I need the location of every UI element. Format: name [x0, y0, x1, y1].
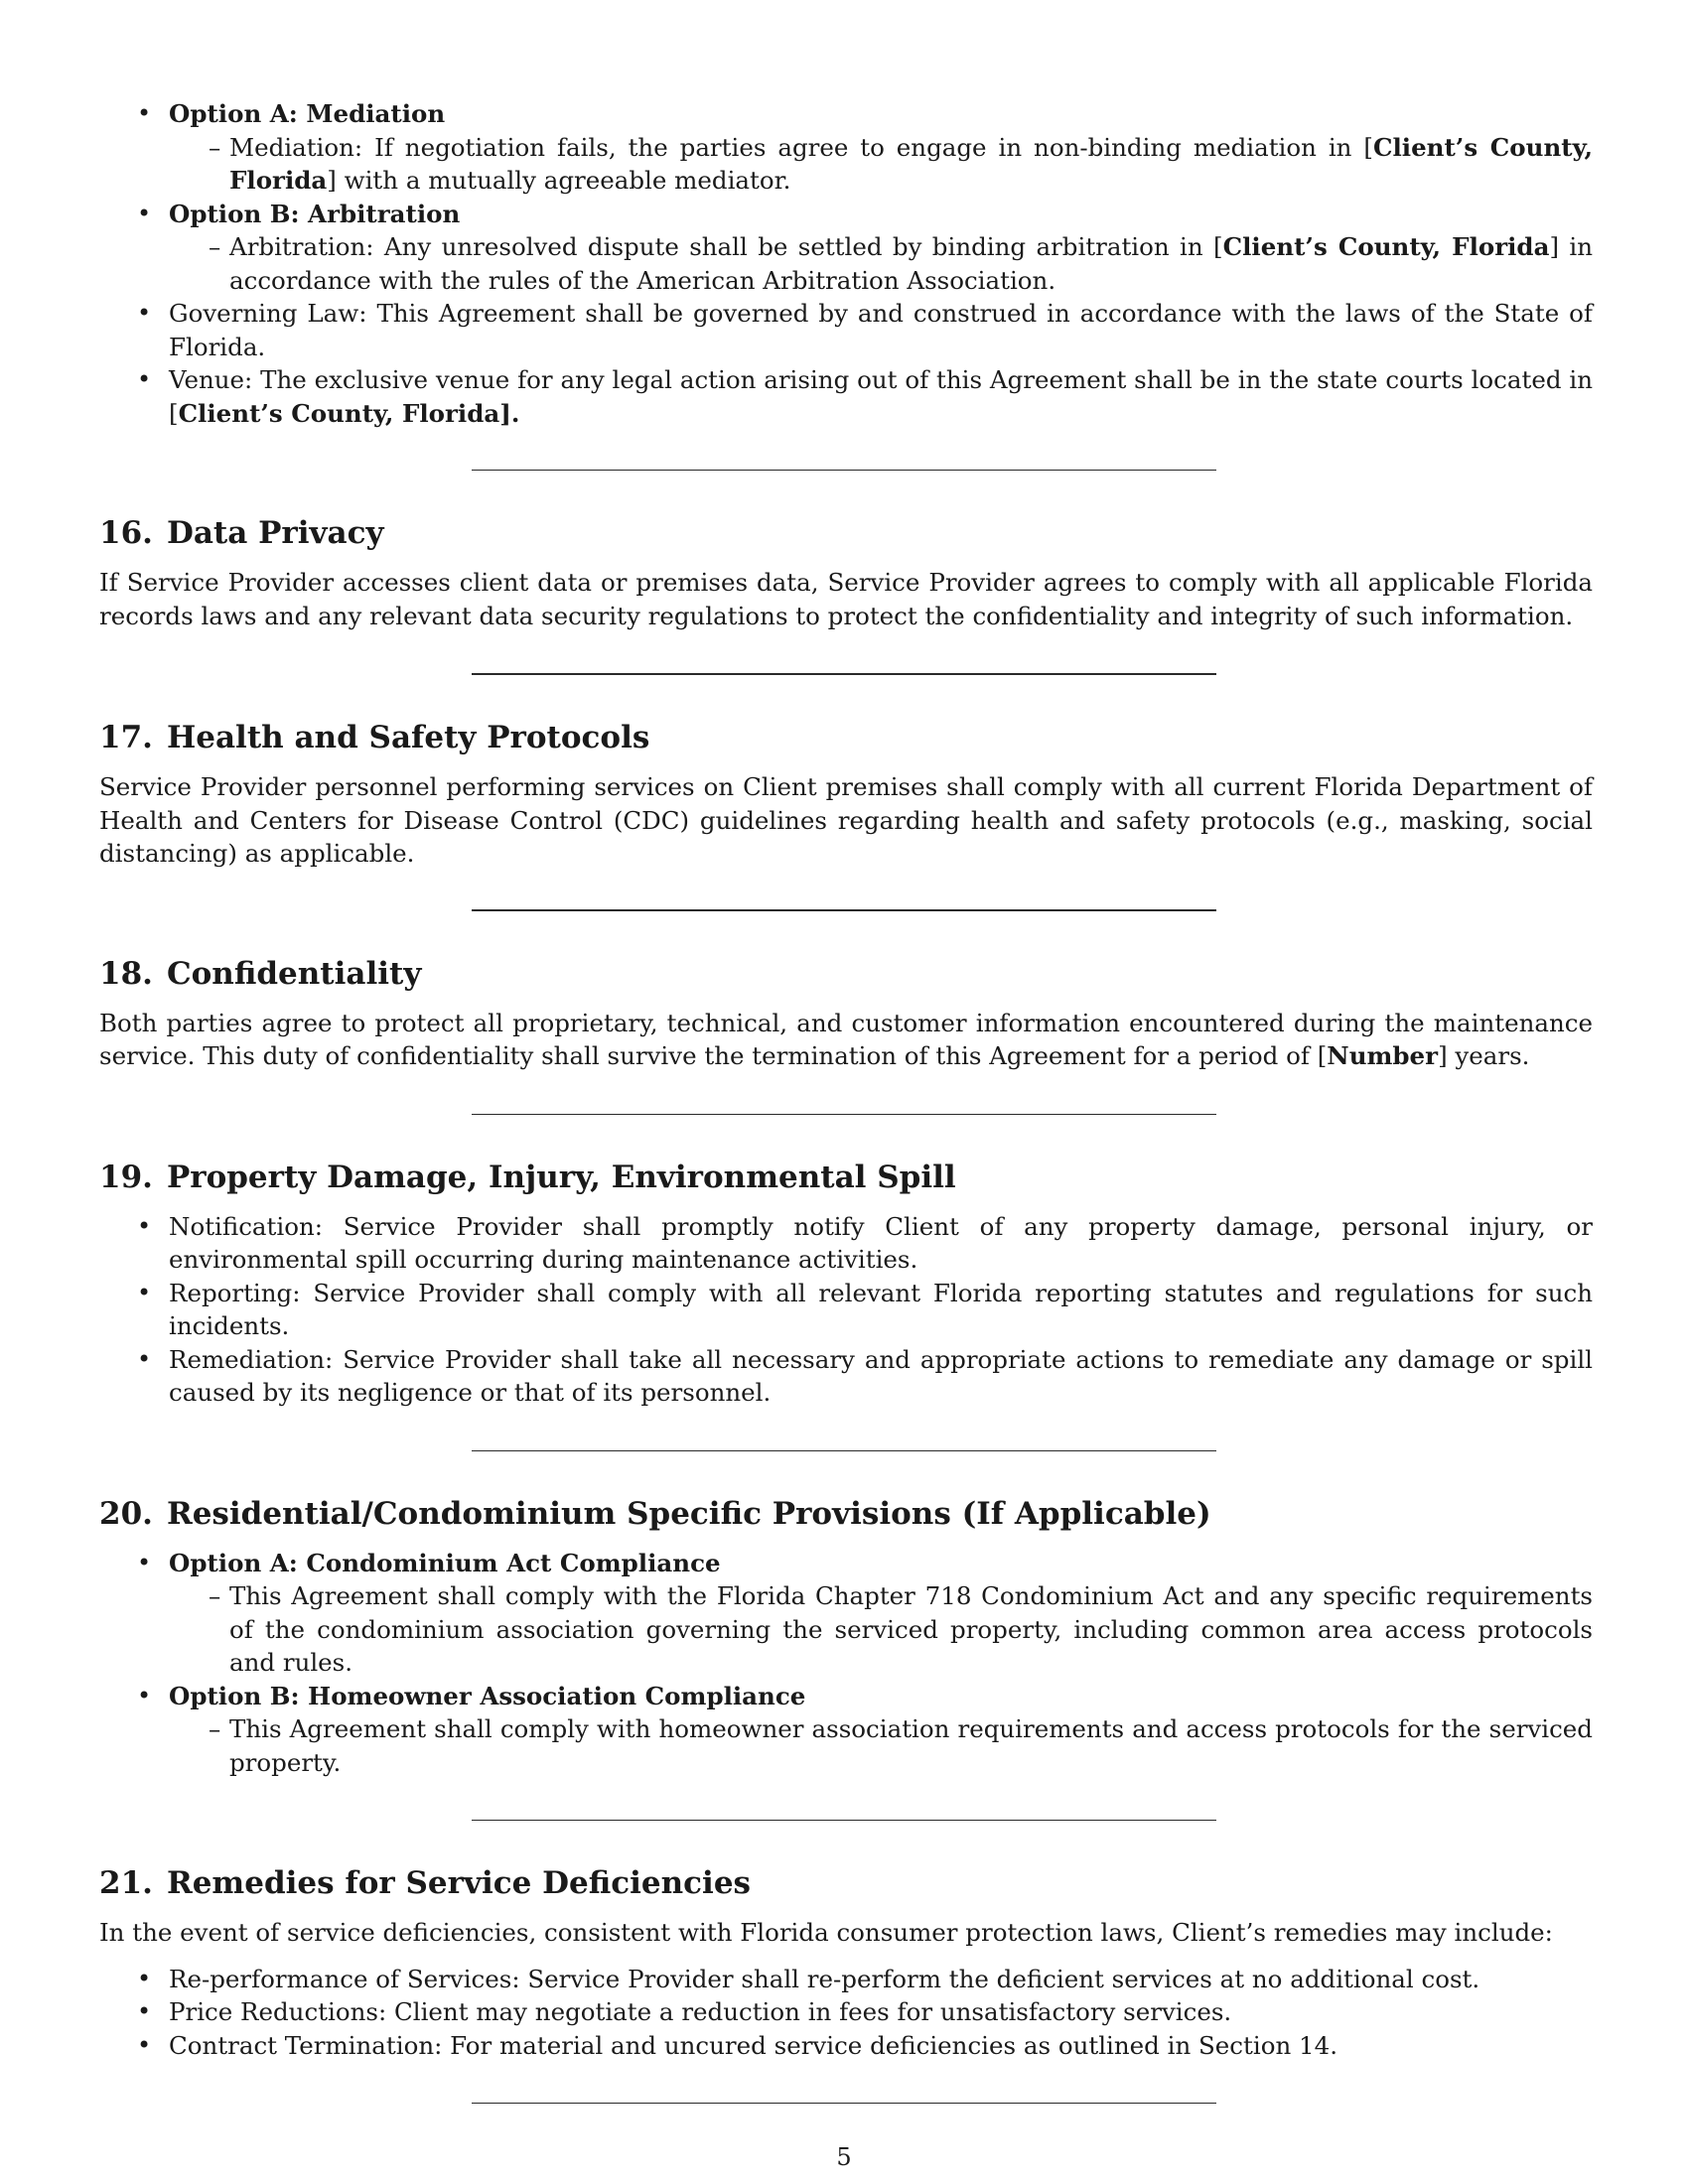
section-divider — [472, 1114, 1216, 1115]
option-heading: Option A: Condominium Act Compliance — [169, 1548, 721, 1577]
section-body: In the event of service deficiencies, consistent with Florida consumer protection laws, Client’s remedies may include: — [99, 1918, 1553, 1947]
section-heading: 17. Health and Safety Protocols — [99, 720, 650, 755]
list-item — [99, 198, 1593, 298]
option-heading: Option A: Mediation — [169, 99, 446, 128]
dispute-resolution-list — [99, 97, 1593, 430]
section-heading: 21. Remedies for Service Deficiencies — [99, 1865, 752, 1901]
list-item: • Notification: Service Provider shall promptly notify Client of any property damage, personal injury, or environmental spill occurring during maintenance activities. — [99, 1210, 1593, 1277]
sub-list-item: – This Agreement shall comply with the Florida Chapter 718 Condominium Act and any specific requirements of the condominium association governing the serviced property, including common area access protocols and rules. — [169, 1579, 1593, 1680]
section-divider — [472, 470, 1216, 471]
list-item: • Venue: The exclusive venue for any legal action arising out of this Agreement shall be in the state courts located in [Client’s County, Florida]. — [99, 363, 1593, 430]
list-item: • Reporting: Service Provider shall comply with all relevant Florida reporting statutes and regulations for such incidents. — [99, 1277, 1593, 1343]
list-item: • Price Reductions: Client may negotiate a reduction in fees for unsatisfactory services. — [99, 1995, 1593, 2029]
compliance-options-list — [99, 1547, 1593, 1780]
sub-list-item: – Mediation: If negotiation fails, the parties agree to engage in non-binding mediation in [Client’s County, Florida] with a mutually agreeable mediator. — [169, 131, 1593, 198]
list-item: • Governing Law: This Agreement shall be governed by and construed in accordance with the laws of the State of Florida. — [99, 297, 1593, 363]
section-divider — [472, 909, 1216, 911]
list-item — [99, 97, 1593, 198]
list-item: • Contract Termination: For material and uncured service deficiencies as outlined in Section 14. — [99, 2029, 1593, 2063]
incident-list — [99, 1210, 1593, 1410]
option-heading: Option B: Arbitration — [169, 199, 461, 228]
remedies-list — [99, 1963, 1593, 2063]
section-body: Service Provider personnel performing services on Client premises shall comply with all current Florida Department of Health and Centers for Disease Control (CDC) guidelines regarding health and safety protocols (e.g., masking, social distancing) as applicable. — [99, 772, 1593, 868]
section-heading: 20. Residential/Condominium Specific Provisions (If Applicable) — [99, 1495, 1211, 1532]
list-item: • Remediation: Service Provider shall take all necessary and appropriate actions to remediate any damage or spill caused by its negligence or that of its personnel. — [99, 1343, 1593, 1410]
sub-list-item: – Arbitration: Any unresolved dispute shall be settled by binding arbitration in [Client’s County, Florida] in accordance with the rules of the American Arbitration Association. — [169, 230, 1593, 297]
page-content — [99, 97, 1593, 2104]
section-divider — [472, 673, 1216, 675]
option-heading: Option B: Homeowner Association Compliance — [169, 1681, 806, 1710]
list-item — [99, 1547, 1593, 1680]
list-item: • Re-performance of Services: Service Provider shall re-perform the deficient services at no additional cost. — [99, 1963, 1593, 1996]
section-heading: 16. Data Privacy — [99, 515, 384, 551]
section-divider — [472, 2103, 1216, 2104]
section-heading: 18. Confidentiality — [99, 955, 422, 992]
section-divider — [472, 1820, 1216, 1821]
sub-list-item: – This Agreement shall comply with homeowner association requirements and access protocols for the serviced property. — [169, 1712, 1593, 1779]
section-body: Both parties agree to protect all proprietary, technical, and customer information encountered during the maintenance service. This duty of confidentiality shall survive the termination of this Agreement for a period of [Number] years. — [99, 1008, 1593, 1070]
section-body: If Service Provider accesses client data or premises data, Service Provider agrees to comply with all applicable Florida records laws and any relevant data security regulations to protect the confidentiality and integrity of such information. — [99, 568, 1593, 630]
section-heading: 19. Property Damage, Injury, Environmental Spill — [99, 1159, 956, 1195]
page-number: 5 — [836, 2143, 852, 2171]
section-divider — [472, 1450, 1216, 1451]
list-item — [99, 1680, 1593, 1780]
